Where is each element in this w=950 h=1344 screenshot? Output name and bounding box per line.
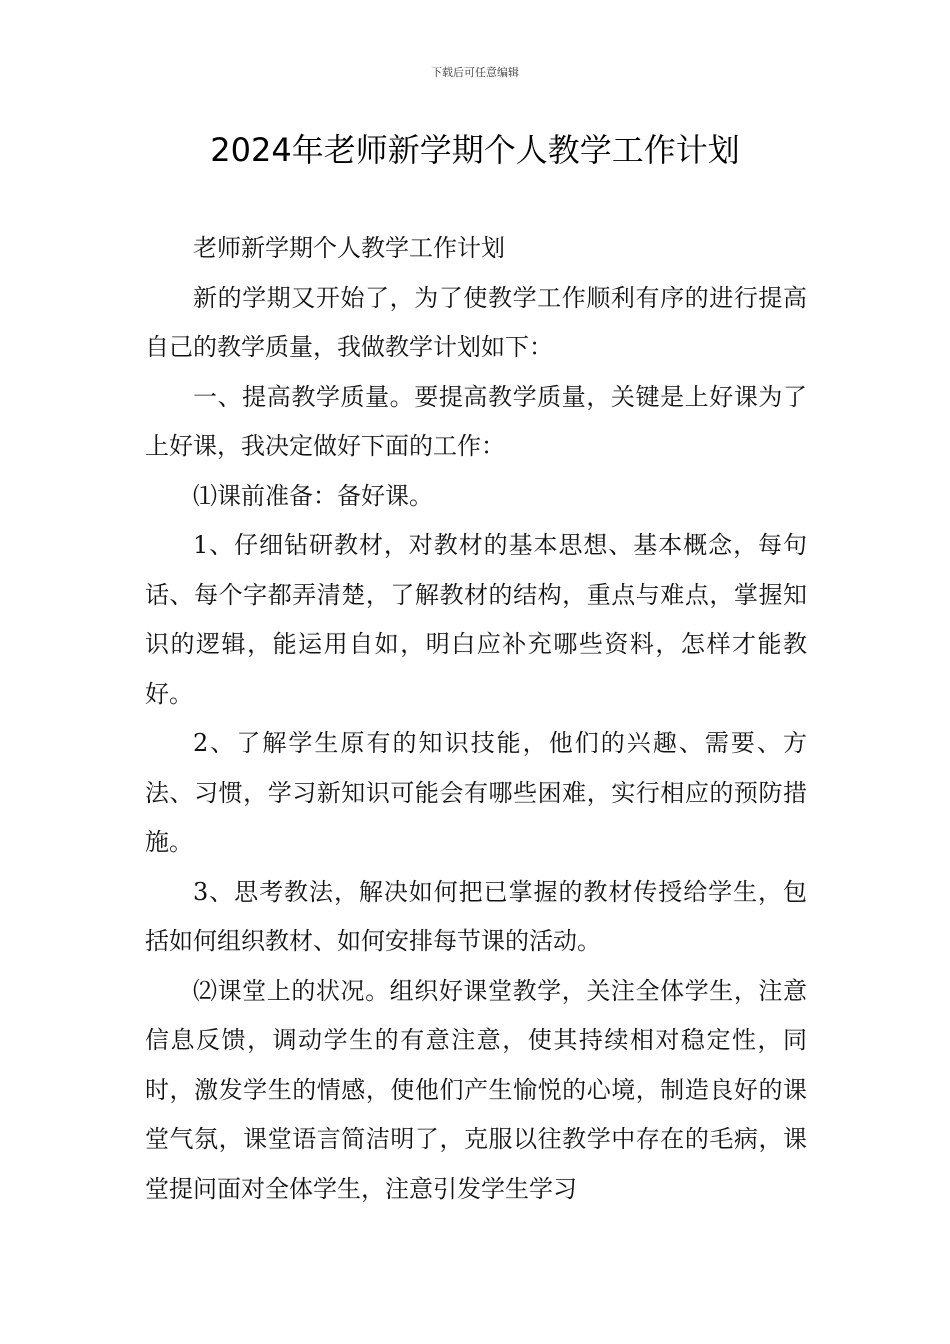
paragraph: 新的学期又开始了，为了使教学工作顺利有序的进行提高自己的教学质量，我做教学计划如下： (145, 283, 807, 361)
paragraph: 2、了解学生原有的知识技能，他们的兴趣、需要、方法、习惯，学习新知识可能会有哪些困难，实行相应的预防措施。 (145, 729, 807, 856)
document-title: 2024年老师新学期个人教学工作计划 (210, 131, 740, 169)
paragraph: 3、思考教法，解决如何把已掌握的教材传授给学生，包括如何组织教材、如何安排每节课的活动。 (145, 877, 807, 955)
paragraph: 老师新学期个人教学工作计划 (193, 234, 505, 262)
paragraph: 1、仔细钻研教材，对教材的基本思想、基本概念，每句话、每个字都弄清楚，了解教材的结构，重点与难点，掌握知识的逻辑，能运用自如，明白应补充哪些资料，怎样才能教好。 (145, 531, 807, 708)
document-body (145, 224, 807, 1214)
paragraph: 一、提高教学质量。要提高教学质量，关键是上好课为了上好课，我决定做好下面的工作： (145, 382, 807, 460)
header-note: 下载后可任意编辑 (431, 66, 519, 79)
paragraph: ⑵课堂上的状况。组织好课堂教学，关注全体学生，注意信息反馈，调动学生的有意注意，使其持续相对稳定性，同时，激发学生的情感，使他们产生愉悦的心境，制造良好的课堂气氛，课堂语言简洁明了，克服以往教学中存在的毛病，课堂提问面对全体学生，注意引发学生学习 (145, 976, 807, 1203)
paragraph: ⑴课前准备：备好课。 (193, 481, 433, 510)
